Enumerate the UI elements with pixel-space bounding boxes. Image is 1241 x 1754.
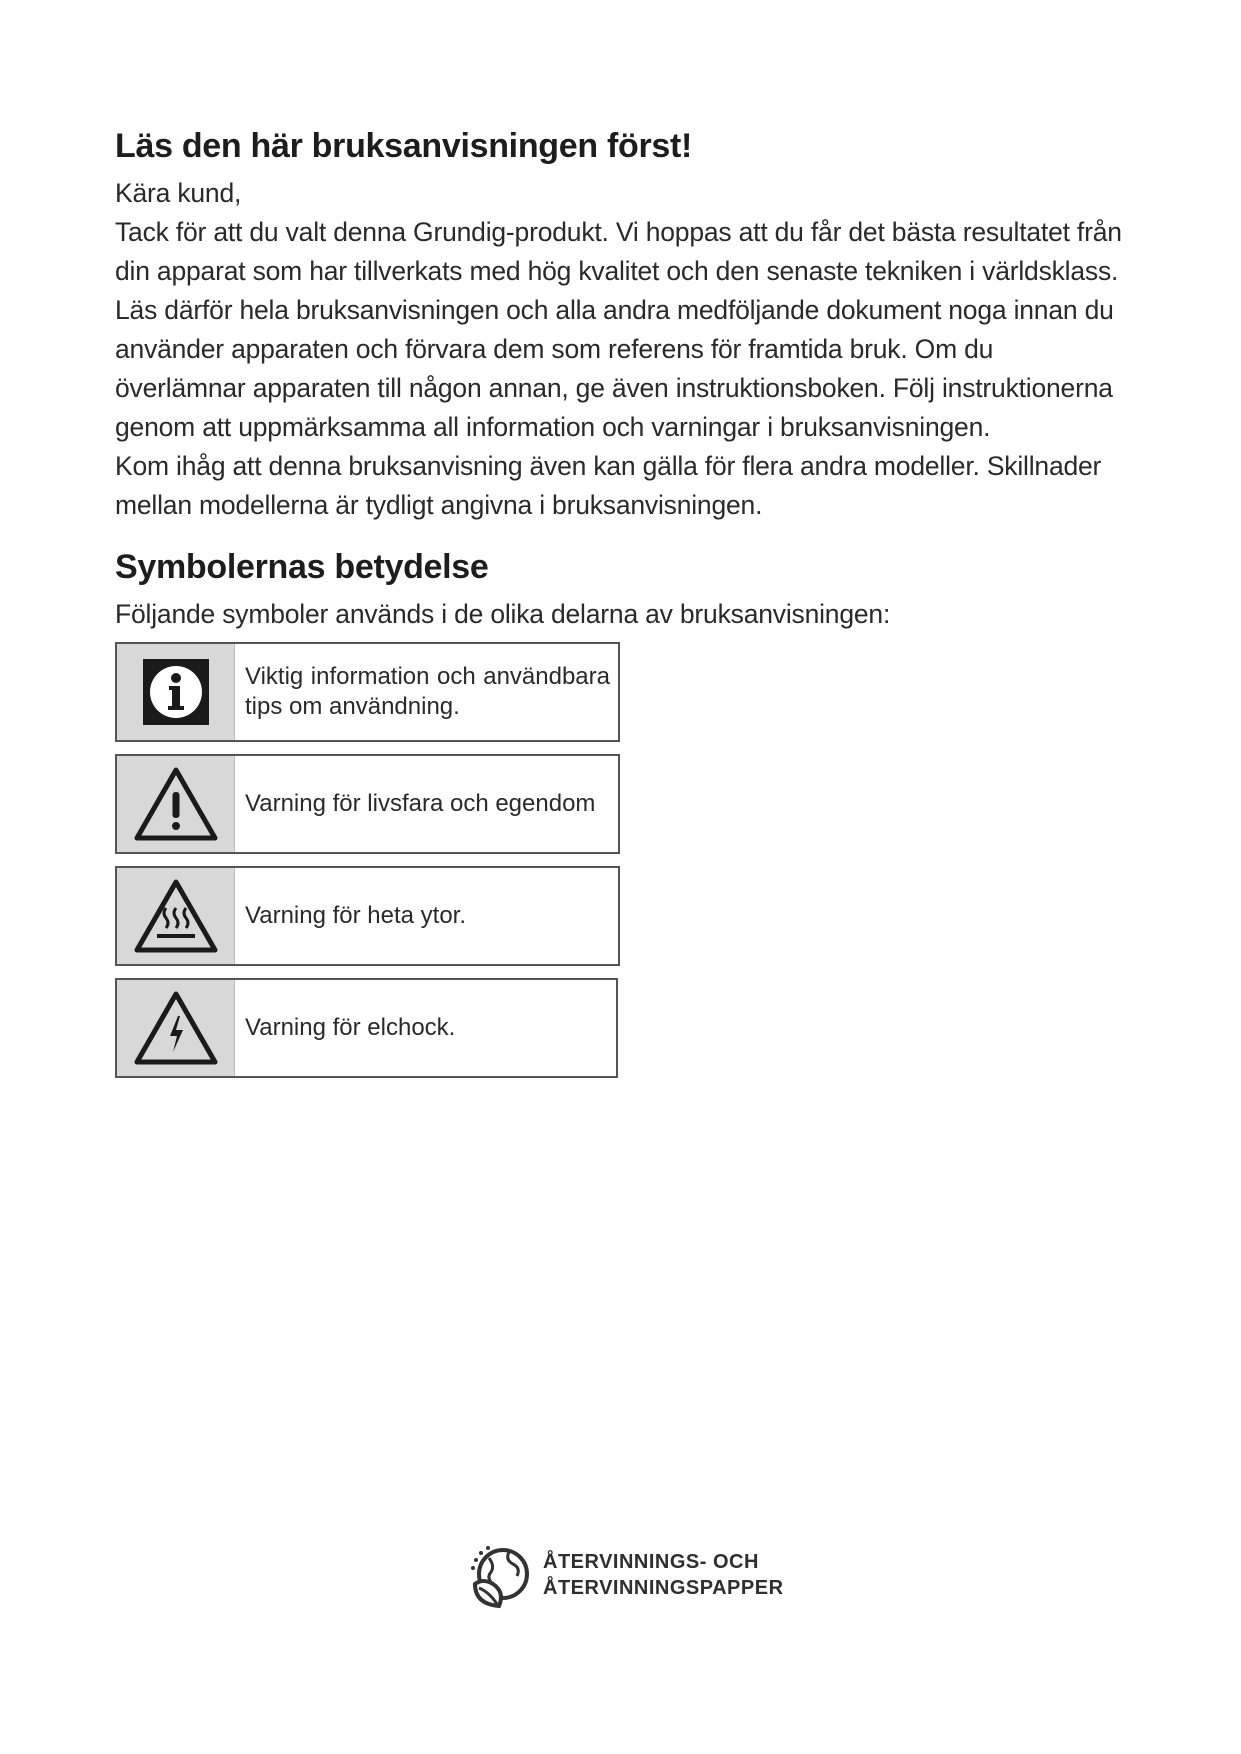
symbols-list (115, 642, 620, 1078)
symbol-row-electric-shock (115, 978, 618, 1078)
symbols-heading: Symbolernas betydelse (115, 548, 489, 586)
intro-paragraph: Tack för att du valt denna Grundig-produkt. Vi hoppas att du får det bästa resultatet från din apparat som har tillverkats med hög kvalitet och den senaste tekniken i världsklass. Läs därför hela bruksanvisningen och alla andra medföljande dokument noga innan du använder apparaten och förvara dem som referens för framtida bruk. Om du överlämnar apparaten till någon annan, ge även instruktionsboken. Följ instruktionerna genom att uppmärksamma all information och varningar i bruksanvisningen. (115, 217, 1122, 442)
symbol-text-electric-shock: Varning för elchock. (245, 1014, 456, 1041)
hot-surface-icon (117, 868, 235, 964)
warning-icon (117, 756, 235, 852)
page-content (115, 118, 1130, 1090)
symbol-row-hot-surface (115, 866, 620, 966)
symbol-text-info: Viktig information och användbara tips om användning. (245, 663, 610, 720)
greeting: Kära kund, (115, 178, 242, 208)
recycled-paper-logo (465, 1540, 784, 1610)
symbol-text-hot-surface: Varning för heta ytor. (245, 902, 467, 929)
recycle-globe-leaf-icon (465, 1540, 535, 1610)
intro-text (115, 174, 1130, 525)
logo-line-1: ÅTERVINNINGS- OCH (543, 1551, 759, 1573)
logo-line-2: ÅTERVINNINGSPAPPER (543, 1577, 784, 1599)
symbols-lead: Följande symboler används i de olika delarna av bruksanvisningen: (115, 599, 891, 629)
models-note: Kom ihåg att denna bruksanvisning även kan gälla för flera andra modeller. Skillnader mellan modellerna är tydligt angivna i bruksanvisningen. (115, 451, 1102, 520)
symbol-row-info (115, 642, 620, 742)
symbol-text-warning: Varning för livsfara och egendom (245, 790, 596, 817)
symbol-row-warning (115, 754, 620, 854)
electric-shock-icon (117, 980, 235, 1076)
page-title: Läs den här bruksanvisningen först! (115, 127, 693, 165)
logo-text (543, 1549, 784, 1601)
info-icon (117, 644, 235, 740)
